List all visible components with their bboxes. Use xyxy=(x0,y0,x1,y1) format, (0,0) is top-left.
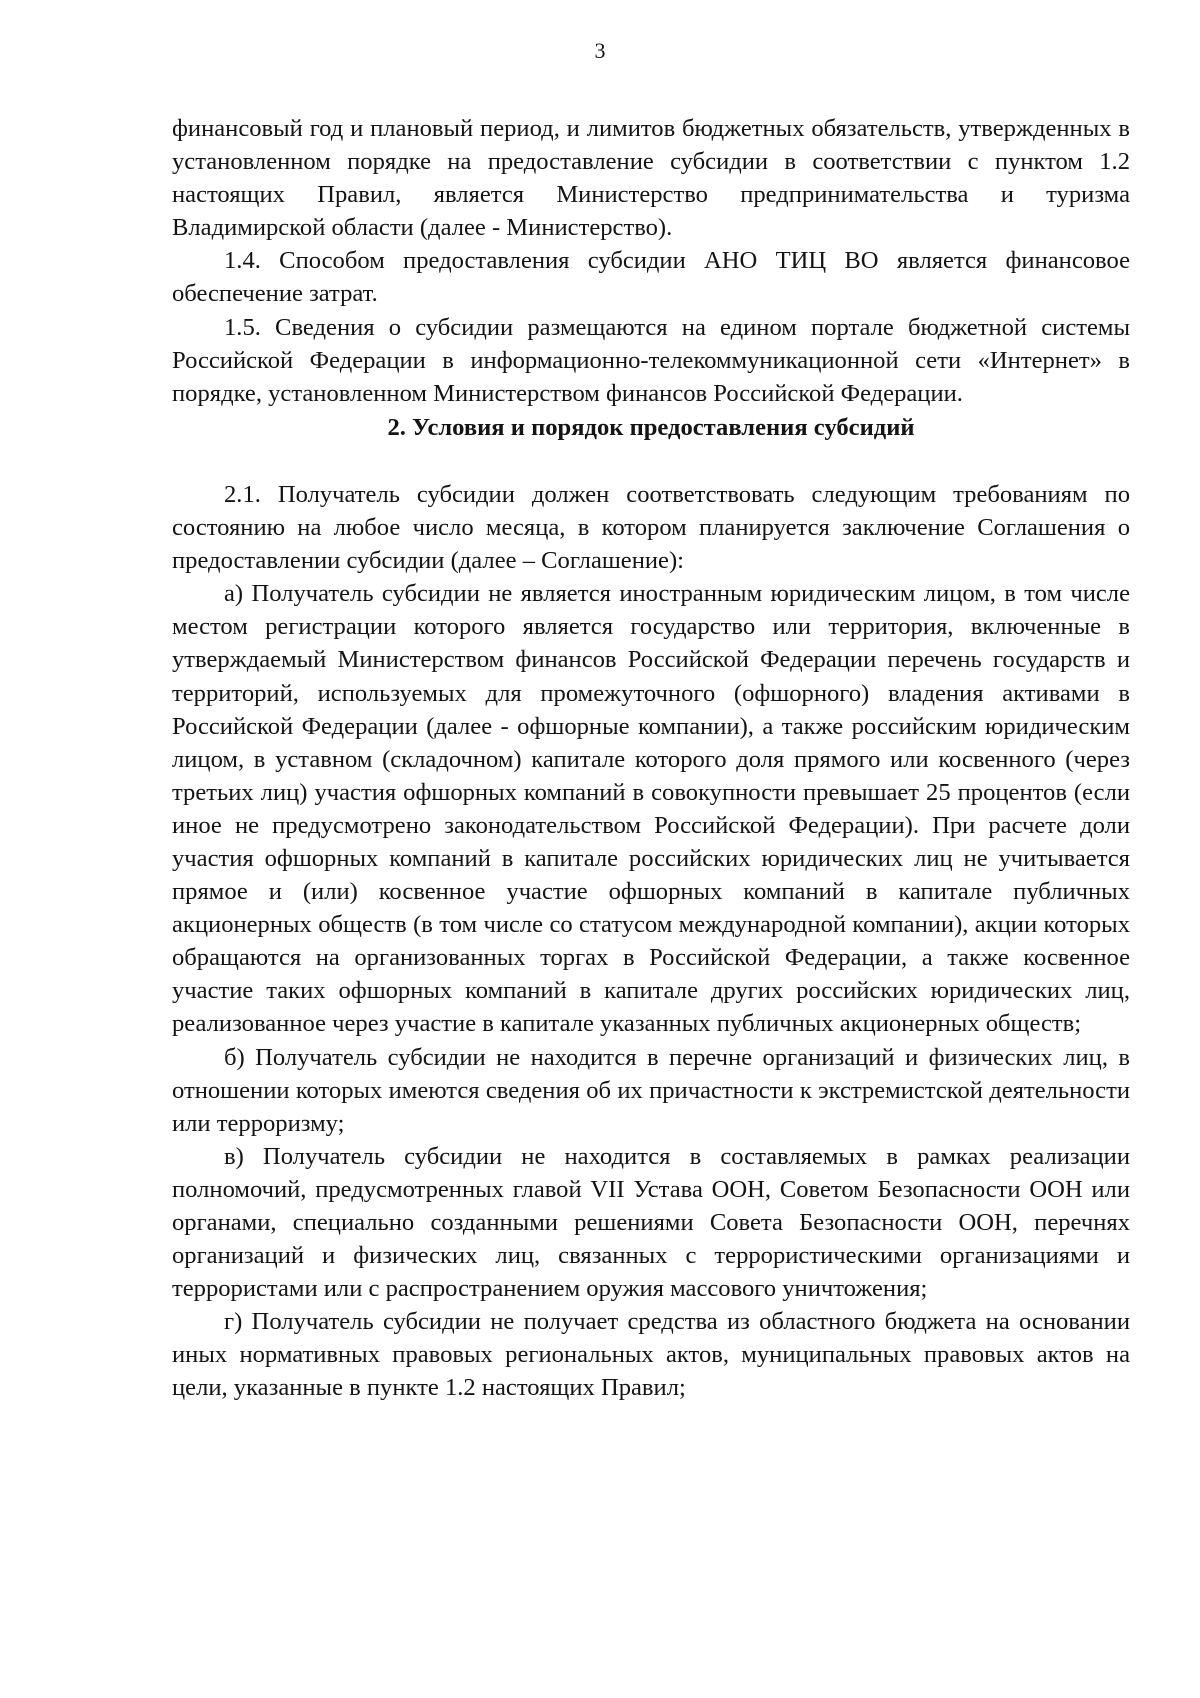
paragraph-1-5: 1.5. Сведения о субсидии размещаются на едином портале бюджетной системы Российской Федерации в информационно-телекоммуникационной сети «Интернет» в порядке, установленном Министерством финансов Российской Федерации. xyxy=(172,313,1130,407)
page-number: 3 xyxy=(594,38,606,63)
section-heading: 2. Условия и порядок предоставления субсидий xyxy=(387,413,915,441)
paragraph-item-v: в) Получатель субсидии не находится в составляемых в рамках реализации полномочий, предусмотренных главой VII Устава ООН, Советом Безопасности ООН или органами, специально созданными решениями Совета Безопасности ООН, перечнях организаций и физических лиц, связанных с террористическими организациями и террористами или с распространением оружия массового уничтожения; xyxy=(172,1142,1130,1303)
paragraph-continuation: финансовый год и плановый период, и лимитов бюджетных обязательств, утвержденных в установленном порядке на предоставление субсидии в соответствии с пунктом 1.2 настоящих Правил, является Министерство предпринимательства и туризма Владимирской области (далее - Министерство). xyxy=(172,115,1130,242)
paragraph-item-g: г) Получатель субсидии не получает средства из областного бюджета на основании иных нормативных правовых региональных актов, муниципальных правовых актов на цели, указанные в пункте 1.2 настоящих Правил; xyxy=(172,1308,1130,1402)
paragraph-1-4: 1.4. Способом предоставления субсидии АНО ТИЦ ВО является финансовое обеспечение затрат. xyxy=(172,247,1130,308)
document-body xyxy=(172,112,1130,1405)
paragraph-2-1: 2.1. Получатель субсидии должен соответствовать следующим требованиям по состоянию на любое число месяца, в котором планируется заключение Соглашения о предоставлении субсидии (далее – Соглашение): xyxy=(172,480,1130,575)
paragraph-item-a: а) Получатель субсидии не является иностранным юридическим лицом, в том числе местом регистрации которого является государство или территория, включенные в утверждаемый Министерством финансов Российской Федерации перечень государств и территорий, используемых для промежуточного (офшорного) владения активами в Российской Федерации (далее - офшорные компании), а также российским юридическим лицом, в уставном (складочном) капитале которого доля прямого или косвенного (через третьих лиц) участия офшорных компаний в совокупности превышает 25 процентов (если иное не предусмотрено законодательством Российской Федерации). При расчете доли участия офшорных компаний в капитале российских юридических лиц не учитывается прямое и (или) косвенное участие офшорных компаний в капитале публичных акционерных обществ (в том числе со статусом международной компании), акции которых обращаются на организованных торгах в Российской Федерации, а также косвенное участие таких офшорных компаний в капитале других российских юридических лиц, реализованное через участие в капитале указанных публичных акционерных обществ; xyxy=(172,580,1130,1038)
paragraph-item-b: б) Получатель субсидии не находится в перечне организаций и физических лиц, в отношении которых имеются сведения об их причастности к экстремистской деятельности или терроризму; xyxy=(172,1043,1130,1137)
